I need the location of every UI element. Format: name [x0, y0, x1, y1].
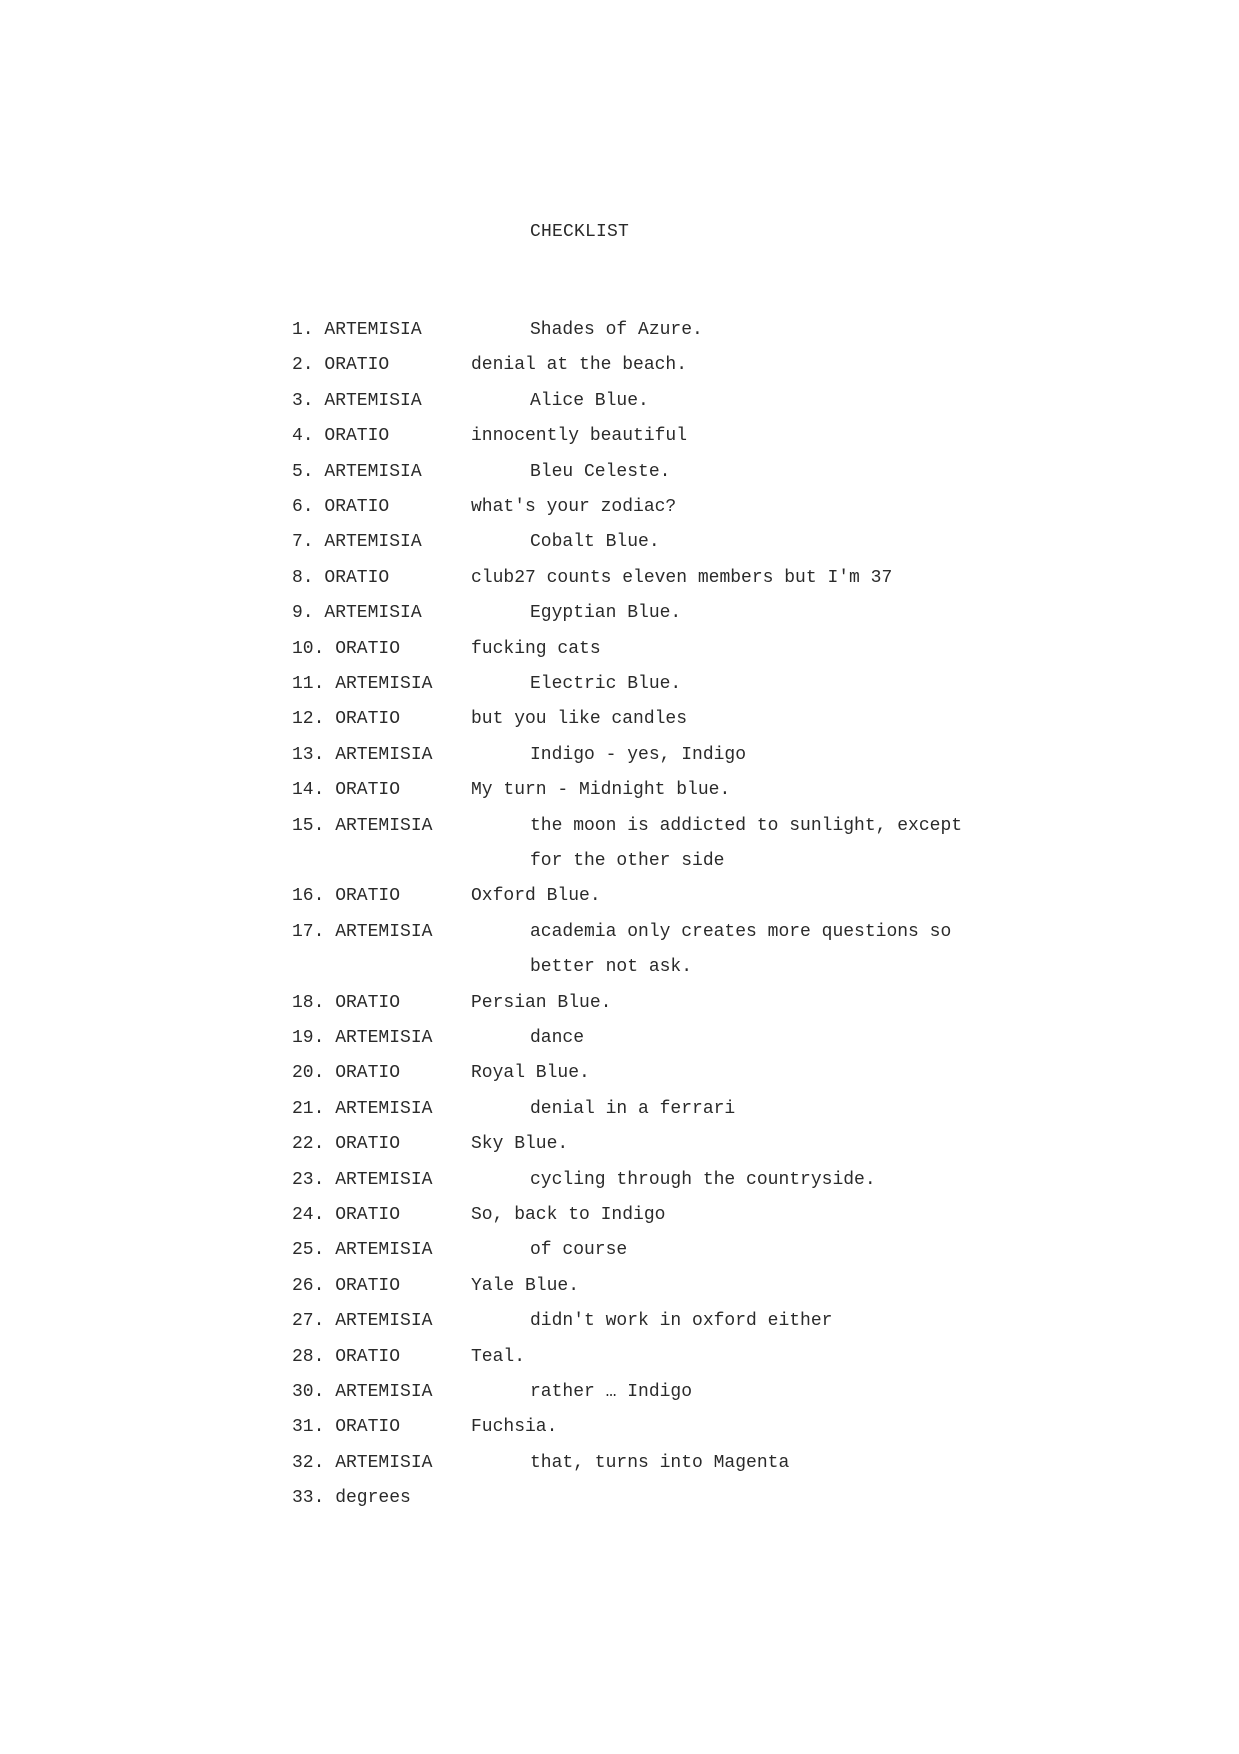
line-speaker: 6. ORATIO — [292, 497, 390, 517]
line-text: cycling through the countryside. — [530, 1170, 876, 1190]
dialogue-line — [0, 318, 1100, 342]
line-text: that, turns into Magenta — [530, 1453, 790, 1473]
line-speaker: 19. ARTEMISIA — [292, 1028, 433, 1048]
line-speaker: 4. ORATIO — [292, 426, 390, 446]
line-text: Yale Blue. — [471, 1276, 580, 1296]
line-speaker: 12. ORATIO — [292, 709, 401, 729]
line-speaker: 15. ARTEMISIA — [292, 816, 433, 836]
dialogue-line — [0, 353, 1100, 377]
dialogue-line — [0, 495, 1100, 519]
line-text: Oxford Blue. — [471, 886, 601, 906]
line-speaker: 17. ARTEMISIA — [292, 922, 433, 942]
line-text: of course — [530, 1240, 628, 1260]
dialogue-line — [0, 1486, 1100, 1510]
line-text: what's your zodiac? — [471, 497, 677, 517]
line-speaker: 18. ORATIO — [292, 993, 401, 1013]
line-text: dance — [530, 1028, 585, 1048]
dialogue-line — [0, 424, 1100, 448]
line-text: club27 counts eleven members but I'm 37 — [471, 568, 893, 588]
line-text: Sky Blue. — [471, 1134, 569, 1154]
dialogue-line — [0, 1061, 1100, 1085]
line-speaker: 3. ARTEMISIA — [292, 391, 422, 411]
line-text: rather … Indigo — [530, 1382, 693, 1402]
line-text: Teal. — [471, 1347, 526, 1367]
line-speaker: 14. ORATIO — [292, 780, 401, 800]
line-speaker: 9. ARTEMISIA — [292, 603, 422, 623]
dialogue-line — [0, 1345, 1100, 1369]
line-text: innocently beautiful — [471, 426, 688, 446]
dialogue-line — [0, 1026, 1100, 1050]
line-text: academia only creates more questions so — [530, 922, 952, 942]
line-speaker: 32. ARTEMISIA — [292, 1453, 433, 1473]
dialogue-line — [0, 1238, 1100, 1262]
page-title: CHECKLIST — [530, 222, 630, 242]
line-text: denial at the beach. — [471, 355, 688, 375]
dialogue-line — [0, 1309, 1100, 1333]
line-text: didn't work in oxford either — [530, 1311, 833, 1331]
line-text: So, back to Indigo — [471, 1205, 666, 1225]
line-speaker: 23. ARTEMISIA — [292, 1170, 433, 1190]
dialogue-line — [0, 920, 1100, 944]
dialogue-line — [0, 1132, 1100, 1156]
line-speaker: 28. ORATIO — [292, 1347, 401, 1367]
line-text: for the other side — [530, 851, 725, 871]
dialogue-line — [0, 601, 1100, 625]
line-text: Shades of Azure. — [530, 320, 703, 340]
line-speaker: 5. ARTEMISIA — [292, 462, 422, 482]
line-text: denial in a ferrari — [530, 1099, 736, 1119]
dialogue-line — [0, 389, 1100, 413]
dialogue-line — [0, 849, 1100, 873]
line-text: Royal Blue. — [471, 1063, 590, 1083]
dialogue-line — [0, 814, 1100, 838]
line-speaker: 33. degrees — [292, 1488, 411, 1508]
line-speaker: 31. ORATIO — [292, 1417, 401, 1437]
line-speaker: 7. ARTEMISIA — [292, 532, 422, 552]
line-text: Indigo - yes, Indigo — [530, 745, 747, 765]
line-speaker: 22. ORATIO — [292, 1134, 401, 1154]
line-text: Cobalt Blue. — [530, 532, 660, 552]
dialogue-line — [0, 1380, 1100, 1404]
dialogue-line — [0, 1097, 1100, 1121]
line-text: Bleu Celeste. — [530, 462, 671, 482]
dialogue-line — [0, 778, 1100, 802]
line-text: better not ask. — [530, 957, 693, 977]
line-speaker: 2. ORATIO — [292, 355, 390, 375]
dialogue-line — [0, 707, 1100, 731]
line-text: Fuchsia. — [471, 1417, 558, 1437]
dialogue-line — [0, 637, 1100, 661]
line-speaker: 13. ARTEMISIA — [292, 745, 433, 765]
dialogue-line — [0, 1274, 1100, 1298]
line-speaker: 11. ARTEMISIA — [292, 674, 433, 694]
dialogue-line — [0, 884, 1100, 908]
line-text: My turn - Midnight blue. — [471, 780, 731, 800]
line-text: but you like candles — [471, 709, 688, 729]
dialogue-line — [0, 460, 1100, 484]
dialogue-line — [0, 1168, 1100, 1192]
dialogue-line — [0, 1203, 1100, 1227]
line-speaker: 24. ORATIO — [292, 1205, 401, 1225]
dialogue-line — [0, 743, 1100, 767]
line-speaker: 10. ORATIO — [292, 639, 401, 659]
dialogue-line — [0, 530, 1100, 554]
dialogue-line — [0, 566, 1100, 590]
dialogue-line — [0, 955, 1100, 979]
line-text: Alice Blue. — [530, 391, 649, 411]
line-speaker: 16. ORATIO — [292, 886, 401, 906]
line-text: Electric Blue. — [530, 674, 682, 694]
line-text: fucking cats — [471, 639, 601, 659]
line-speaker: 25. ARTEMISIA — [292, 1240, 433, 1260]
dialogue-line — [0, 1451, 1100, 1475]
line-speaker: 21. ARTEMISIA — [292, 1099, 433, 1119]
line-speaker: 20. ORATIO — [292, 1063, 401, 1083]
line-text: Persian Blue. — [471, 993, 612, 1013]
line-speaker: 8. ORATIO — [292, 568, 390, 588]
line-speaker: 27. ARTEMISIA — [292, 1311, 433, 1331]
dialogue-line — [0, 991, 1100, 1015]
line-speaker: 26. ORATIO — [292, 1276, 401, 1296]
line-speaker: 30. ARTEMISIA — [292, 1382, 433, 1402]
dialogue-line — [0, 1415, 1100, 1439]
line-text: Egyptian Blue. — [530, 603, 682, 623]
line-text: the moon is addicted to sunlight, except — [530, 816, 963, 836]
line-speaker: 1. ARTEMISIA — [292, 320, 422, 340]
dialogue-line — [0, 672, 1100, 696]
